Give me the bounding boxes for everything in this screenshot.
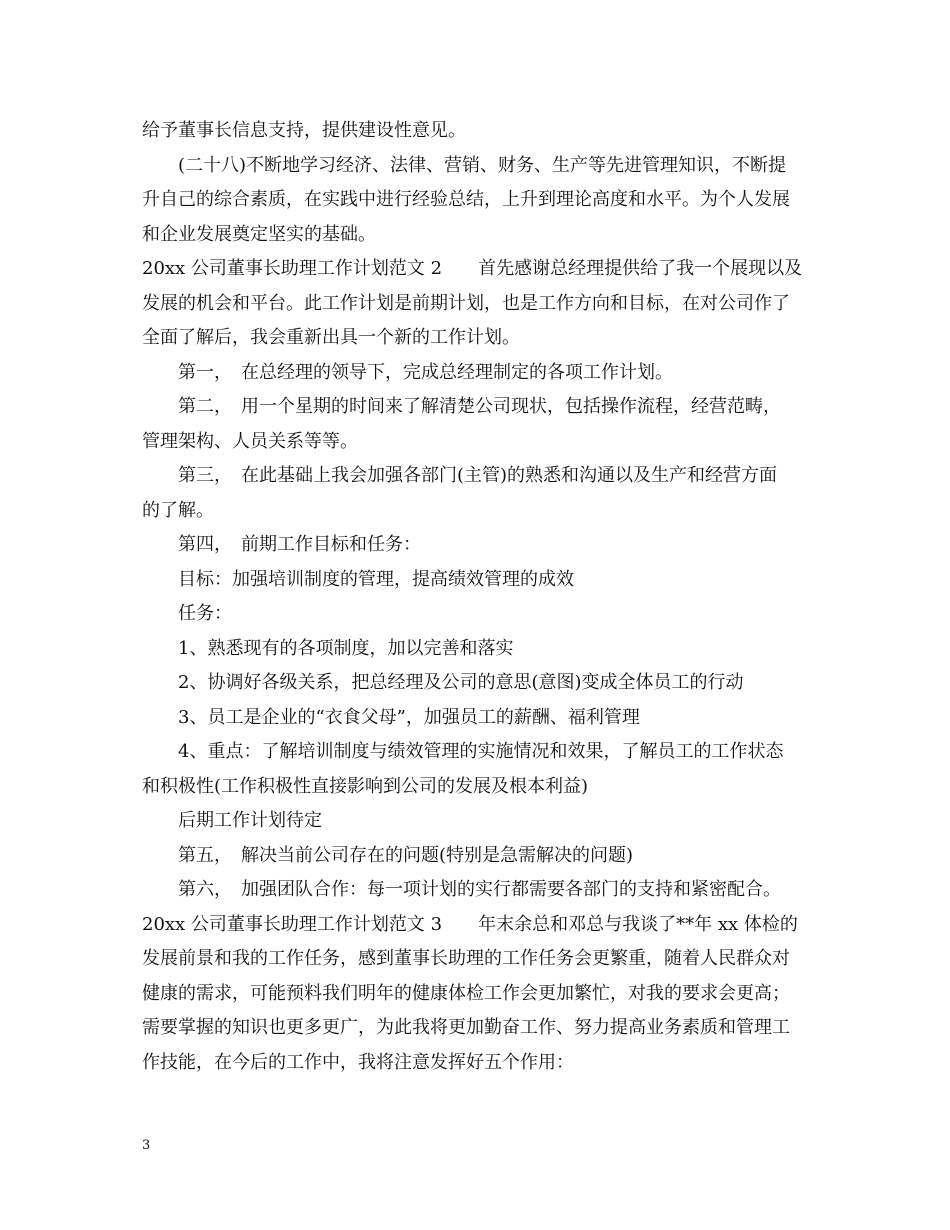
list-item: 4、重点：了解培训制度与绩效管理的实施情况和效果，了解员工的工作状态 [178, 741, 784, 762]
text-line: 健康的需求，可能预料我们明年的健康体检工作会更加繁忙，对我的要求会更高； [142, 982, 790, 1004]
section-heading-line: 20xx 公司董事长助理工作计划范文 2 首先感谢总经理提供给了我一个展现以及 [142, 258, 803, 279]
text-line: 第二， 用一个星期的时间来了解清楚公司现状，包括操作流程，经营范畴， [178, 396, 781, 417]
text-line: 给予董事长信息支持，提供建设性意见。 [142, 120, 466, 141]
text-line: 和积极性(工作积极性直接影响到公司的发展及根本利益) [142, 775, 589, 797]
list-item: 1、熟悉现有的各项制度，加以完善和落实 [178, 637, 514, 659]
text-line: 需要掌握的知识也更多更广，为此我将更加勤奋工作、努力提高业务素质和管理工 [142, 1017, 790, 1038]
text-line: 第四， 前期工作目标和任务： [178, 534, 421, 555]
text-line: 第六， 加强团队合作：每一项计划的实行都需要各部门的支持和紧密配合。 [178, 879, 781, 900]
text-line: 发展前景和我的工作任务，感到董事长助理的工作任务会更繁重，随着人民群众对 [142, 948, 790, 969]
document-body [142, 114, 812, 1080]
text-line: 发展的机会和平台。此工作计划是前期计划，也是工作方向和目标，在对公司作了 [142, 292, 790, 314]
section-heading-line: 20xx 公司董事长助理工作计划范文 3 年末余总和邓总与我谈了**年 xx 体检的 [142, 913, 798, 935]
text-line: 第一， 在总经理的领导下，完成总经理制定的各项工作计划。 [178, 361, 673, 383]
text-line: (二十八)不断地学习经济、法律、营销、财务、生产等先进管理知识，不断提 [178, 154, 787, 176]
text-line: 第五， 解决当前公司存在的问题(特别是急需解决的问题) [178, 844, 634, 866]
list-item: 3、员工是企业的“衣食父母”，加强员工的薪酬、福利管理 [178, 706, 640, 728]
page-number: 3 [142, 1138, 151, 1153]
text-line: 第三， 在此基础上我会加强各部门(主管)的熟悉和沟通以及生产和经营方面 [178, 465, 778, 486]
text-line: 任务： [178, 603, 232, 624]
text-line: 作技能，在今后的工作中，我将注意发挥好五个作用： [142, 1051, 574, 1073]
text-line: 全面了解后，我会重新出具一个新的工作计划。 [142, 327, 520, 348]
text-line: 后期工作计划待定 [178, 810, 322, 831]
list-item: 2、协调好各级关系，把总经理及公司的意思(意图)变成全体员工的行动 [178, 672, 744, 693]
text-line: 升自己的综合素质，在实践中进行经验总结，上升到理论高度和水平。为个人发展 [142, 189, 790, 210]
text-line: 管理架构、人员关系等等。 [142, 430, 358, 452]
text-line: 目标：加强培训制度的管理，提高绩效管理的成效 [178, 568, 574, 590]
text-line: 的了解。 [142, 499, 214, 521]
text-line: 和企业发展奠定坚实的基础。 [142, 223, 376, 245]
